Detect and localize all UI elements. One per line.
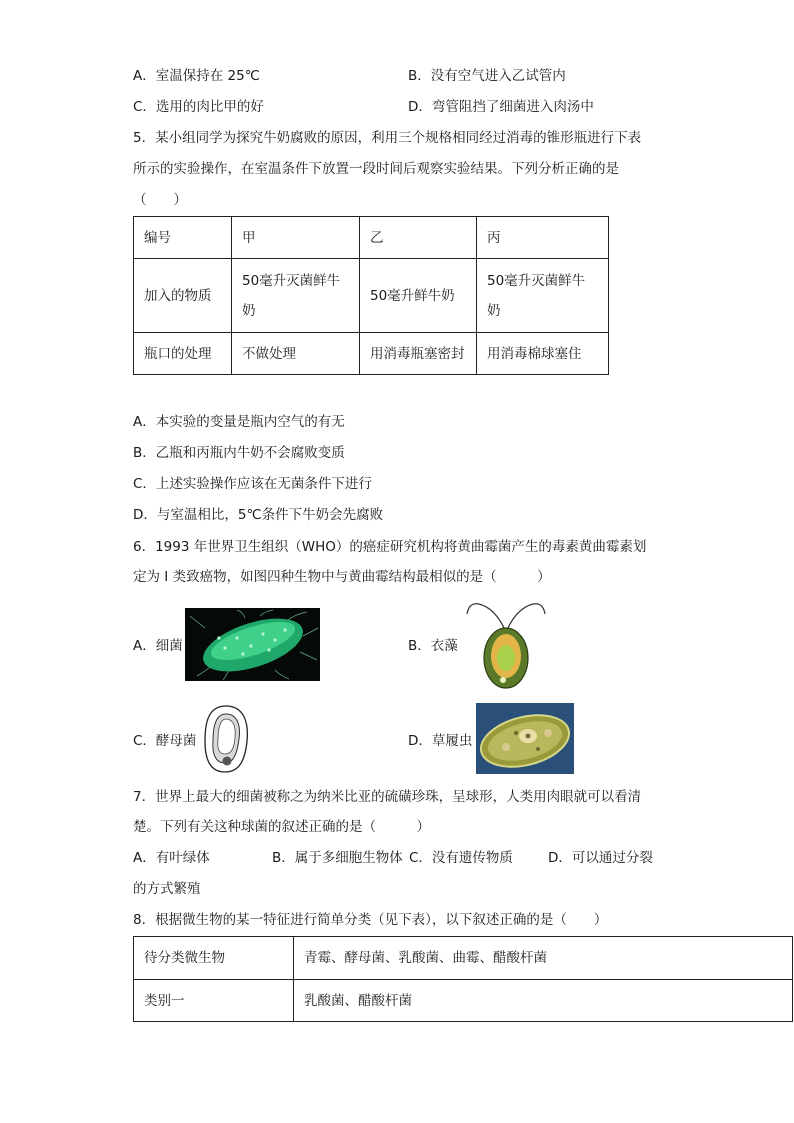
table-cell: 不做处理 [232,333,360,375]
chlamydomonas-image [465,600,547,692]
yeast-cell-image [201,703,251,775]
q7-option-d: D．可以通过分裂 [548,850,653,866]
table-cell: 乳酸菌、醋酸杆菌 [294,980,793,1022]
table-row [134,259,609,333]
q8-classification-table [133,936,793,1022]
q5-option-a: A．本实验的变量是瓶内空气的有无 [133,414,345,430]
table-cell: 编号 [134,217,232,259]
q8-stem: 8．根据微生物的某一特征进行简单分类（见下表），以下叙述正确的是（ ） [133,912,608,928]
q7-option-b: B．属于多细胞生物体 [272,850,403,866]
table-cell: 丙 [477,217,609,259]
q5-option-c: C．上述实验操作应该在无菌条件下进行 [133,476,372,492]
q4-option-a: A．室温保持在 25℃ [133,68,260,84]
q6-stem-line2: 定为 I 类致癌物，如图四种生物中与黄曲霉结构最相似的是（ ） [133,569,551,585]
cell-line: 奶 [242,302,256,319]
table-cell: 用消毒瓶塞密封 [360,333,477,375]
table-row [134,980,793,1022]
table-cell: 50毫升灭菌鲜牛奶 [477,259,609,333]
q5-answer-blank: （ ） [133,192,187,208]
table-cell: 待分类微生物 [134,937,294,980]
q7-stem-line1: 7．世界上最大的细菌被称之为纳米比亚的硫磺珍珠，呈球形，人类用肉眼就可以看清 [133,789,642,805]
q5-experiment-table [133,216,609,375]
cell-line: 50毫升灭菌鲜牛 [242,272,341,289]
q7-option-c: C．没有遗传物质 [409,850,513,866]
q4-option-b: B．没有空气进入乙试管内 [408,68,566,84]
table-cell: 加入的物质 [134,259,232,333]
q5-stem-line2: 所示的实验操作，在室温条件下放置一段时间后观察实验结果。下列分析正确的是 [133,161,619,177]
q7-option-a: A．有叶绿体 [133,850,210,866]
table-row [134,937,793,980]
q5-stem-line1: 5．某小组同学为探究牛奶腐败的原因，利用三个规格相同经过消毒的锥形瓶进行下表 [133,130,642,146]
table-cell: 类别一 [134,980,294,1022]
table-cell [232,259,360,333]
q7-option-d-continued: 的方式繁殖 [133,881,201,897]
q6-option-a: A．细菌 [133,638,183,654]
q6-option-c: C．酵母菌 [133,733,197,749]
table-row [134,333,609,375]
table-row [134,217,609,259]
table-cell: 甲 [232,217,360,259]
q5-option-d: D．与室温相比，5℃条件下牛奶会先腐败 [133,507,384,523]
q6-option-d: D．草履虫 [408,733,473,749]
table-cell: 50毫升鲜牛奶 [360,259,477,333]
q6-option-b: B．衣藻 [408,638,458,654]
bacterium-image [185,608,320,681]
q4-option-d: D．弯管阻挡了细菌进入肉汤中 [408,99,594,115]
table-cell: 瓶口的处理 [134,333,232,375]
q7-stem-line2: 楚。下列有关这种球菌的叙述正确的是（ ） [133,819,430,835]
table-cell: 乙 [360,217,477,259]
paramecium-image [476,703,574,774]
q6-stem-line1: 6．1993 年世界卫生组织（WHO）的癌症研究机构将黄曲霉菌产生的毒素黄曲霉素划 [133,539,647,555]
table-cell: 用消毒棉球塞住 [477,333,609,375]
q5-option-b: B．乙瓶和丙瓶内牛奶不会腐败变质 [133,445,345,461]
q4-option-c: C．选用的肉比甲的好 [133,99,264,115]
table-cell: 青霉、酵母菌、乳酸菌、曲霉、醋酸杆菌 [294,937,793,980]
